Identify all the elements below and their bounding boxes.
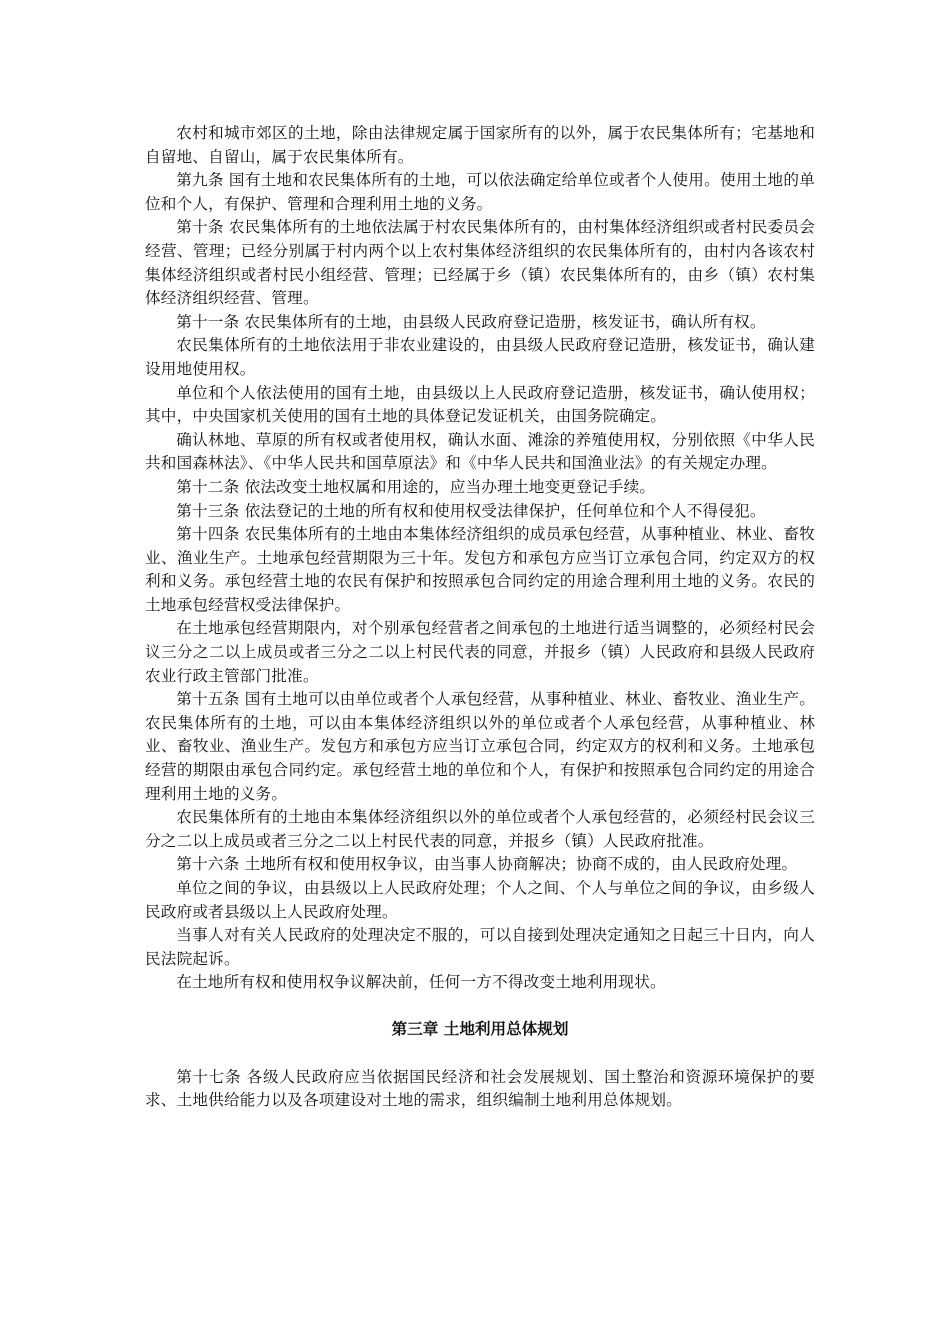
paragraph: 当事人对有关人民政府的处理决定不服的，可以自接到处理决定通知之日起三十日内，向人民法院起诉。	[145, 926, 815, 968]
document-page	[145, 122, 815, 1113]
chapter-title: 第三章 土地利用总体规划	[391, 1019, 569, 1038]
paragraph: 在土地所有权和使用权争议解决前，任何一方不得改变土地利用现状。	[176, 973, 666, 992]
article-15: 第十五条 国有土地可以由单位或者个人承包经营，从事种植业、林业、畜牧业、渔业生产。农民集体所有的土地，可以由本集体经济组织以外的单位或者个人承包经营，从事种植业、林业、畜牧业、渔业生产。发包方和承包方应当订立承包合同，约定双方的权利和义务。土地承包经营的期限由承包合同约定。承包经营土地的单位和个人，有保护和按照承包合同约定的用途合理利用土地的义务。	[145, 690, 815, 803]
article-17: 第十七条 各级人民政府应当依据国民经济和社会发展规划、国土整治和资源环境保护的要求、土地供给能力以及各项建设对土地的需求，组织编制土地利用总体规划。	[145, 1067, 815, 1110]
article-12: 第十二条 依法改变土地权属和用途的，应当办理土地变更登记手续。	[176, 477, 656, 496]
article-13: 第十三条 依法登记的土地的所有权和使用权受法律保护，任何单位和个人不得侵犯。	[176, 501, 766, 520]
paragraph: 确认林地、草原的所有权或者使用权，确认水面、滩涂的养殖使用权，分别依照《中华人民共和国森林法》、《中华人民共和国草原法》和《中华人民共和国渔业法》的有关规定办理。	[145, 430, 815, 473]
paragraph: 在土地承包经营期限内，对个别承包经营者之间承包的土地进行适当调整的，必须经村民会议三分之二以上成员或者三分之二以上村民代表的同意，并报乡（镇）人民政府和县级人民政府农业行政主管部门批准。	[145, 619, 815, 685]
paragraph: 农村和城市郊区的土地，除由法律规定属于国家所有的以外，属于农民集体所有；宅基地和自留地、自留山，属于农民集体所有。	[145, 124, 815, 166]
article-16: 第十六条 土地所有权和使用权争议，由当事人协商解决；协商不成的，由人民政府处理。	[176, 855, 798, 874]
article-10: 第十条 农民集体所有的土地依法属于村农民集体所有的，由村集体经济组织或者村民委员会经营、管理；已经分别属于村内两个以上农村集体经济组织的农民集体所有的，由村内各该农村集体经济组织或者村民小组经营、管理；已经属于乡（镇）农民集体所有的，由乡（镇）农村集体经济组织经营、管理。	[145, 218, 815, 308]
paragraph: 单位之间的争议，由县级以上人民政府处理；个人之间、个人与单位之间的争议，由乡级人民政府或者县级以上人民政府处理。	[145, 879, 815, 921]
paragraph: 农民集体所有的土地由本集体经济组织以外的单位或者个人承包经营的，必须经村民会议三分之二以上成员或者三分之二以上村民代表的同意，并报乡（镇）人民政府批准。	[145, 808, 815, 850]
article-9: 第九条 国有土地和农民集体所有的土地，可以依法确定给单位或者个人使用。使用土地的单位和个人，有保护、管理和合理利用土地的义务。	[145, 171, 815, 213]
paragraph: 农民集体所有的土地依法用于非农业建设的，由县级人民政府登记造册，核发证书，确认建设用地使用权。	[145, 336, 815, 378]
article-11: 第十一条 农民集体所有的土地，由县级人民政府登记造册，核发证书，确认所有权。	[176, 312, 766, 331]
paragraph: 单位和个人依法使用的国有土地，由县级以上人民政府登记造册，核发证书，确认使用权；其中，中央国家机关使用的国有土地的具体登记发证机关，由国务院确定。	[145, 383, 815, 426]
article-14: 第十四条 农民集体所有的土地由本集体经济组织的成员承包经营，从事种植业、林业、畜牧业、渔业生产。土地承包经营期限为三十年。发包方和承包方应当订立承包合同，约定双方的权利和义务。承包经营土地的农民有保护和按照承包合同约定的用途合理利用土地的义务。农民的土地承包经营权受法律保护。	[145, 525, 815, 614]
